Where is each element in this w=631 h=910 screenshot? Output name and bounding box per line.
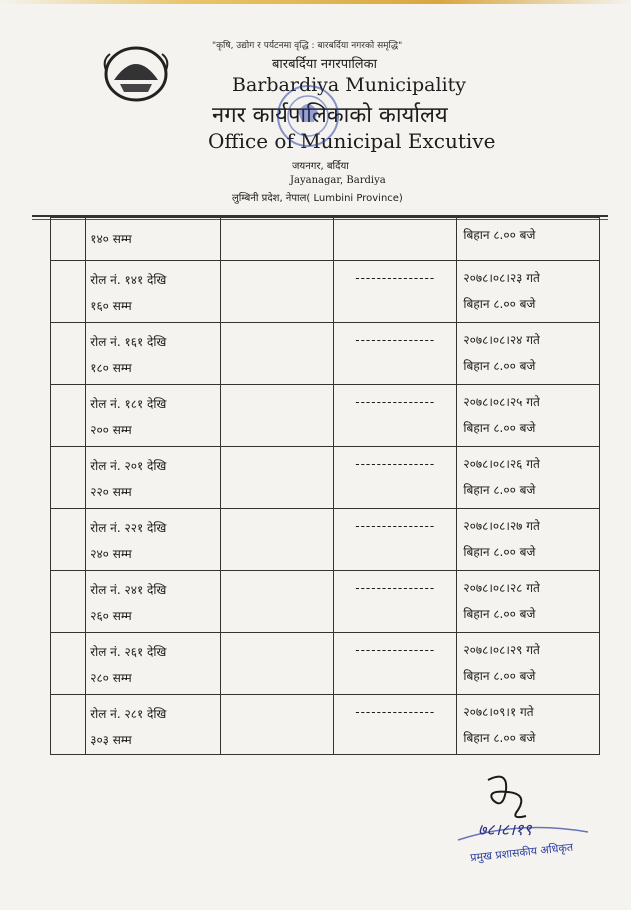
roll-range-line2: २४० सम्म [90,547,132,561]
table-row [51,385,600,447]
roll-range-line1: रोल नं. २०१ देखि [90,459,167,473]
motto-text: "कृषि, उद्योग र पर्यटनमा वृद्धि : बारबर्दिया नगरको समृद्धि" [212,41,403,51]
roll-range-line1: रोल नं. १४१ देखि [90,273,167,287]
letterhead [0,0,631,215]
dash-placeholder: --------------- [355,457,436,471]
schedule-table-wrap [50,217,600,754]
office-stamp-icon [268,76,348,156]
municipality-name-np: बारबर्दिया नगरपालिका [272,57,377,72]
roll-range-line1: रोल नं. २६१ देखि [90,645,167,659]
dash-placeholder: --------------- [355,581,436,595]
exam-time: बिहान ८.०० बजे [463,228,536,242]
table-row [51,509,600,571]
address-np: जयनगर, बर्दिया [292,161,349,172]
schedule-table [50,217,600,755]
exam-date: २०७८।०८।२३ गते [463,271,540,285]
dash-placeholder: --------------- [355,643,436,657]
roll-range-line1: रोल नं. २८१ देखि [90,707,167,721]
address-en: Jayanagar, Bardiya [290,175,386,186]
exam-date: २०७८।०९।१ गते [463,705,534,719]
roll-range-line2: १६० सम्म [90,299,132,313]
exam-date: २०७८।०८।२९ गते [463,643,540,657]
office-name-en: Office of Municipal Excutive [208,129,496,153]
roll-range-line2: २६० सम्म [90,609,132,623]
exam-time: बिहान ८.०० बजे [463,545,536,559]
exam-date: २०७८।०८।२४ गते [463,333,540,347]
exam-time: बिहान ८.०० बजे [463,669,536,683]
dash-placeholder: --------------- [355,271,436,285]
officer-title: प्रमुख प्रशासकीय अधिकृत [469,840,574,865]
table-row [51,261,600,323]
exam-time: बिहान ८.०० बजे [463,731,536,745]
municipality-name-en: Barbardiya Municipality [232,74,467,96]
roll-range-line2: २२० सम्म [90,485,132,499]
dash-placeholder: --------------- [355,705,436,719]
exam-time: बिहान ८.०० बजे [463,359,536,373]
roll-range-line2: २८० सम्म [90,671,132,685]
exam-time: बिहान ८.०० बजे [463,483,536,497]
signature-date: ७८।८।१९ [478,820,532,839]
table-row [51,323,600,385]
dash-placeholder: --------------- [355,395,436,409]
exam-date: २०७८।०८।२८ गते [463,581,540,595]
province-text: लुम्बिनी प्रदेश, नेपाल( Lumbini Province) [232,193,403,204]
table-row [51,633,600,695]
roll-range-line1: १४० सम्म [90,232,132,246]
roll-range-line1: रोल नं. १८१ देखि [90,397,167,411]
roll-range-line2: ३०३ सम्म [90,733,132,747]
exam-time: बिहान ८.०० बजे [463,607,536,621]
exam-date: २०७८।०८।२७ गते [463,519,540,533]
municipality-logo-icon [100,40,172,104]
roll-range-line1: रोल नं. २२१ देखि [90,521,167,535]
roll-range-line2: १८० सम्म [90,361,132,375]
table-row [51,218,600,261]
exam-date: २०७८।०८।२६ गते [463,457,540,471]
exam-date: २०७८।०८।२५ गते [463,395,540,409]
dash-placeholder: --------------- [355,333,436,347]
roll-range-line2: २०० सम्म [90,423,132,437]
roll-range-line1: रोल नं. १६१ देखि [90,335,167,349]
table-row [51,571,600,633]
table-row [51,447,600,509]
office-name-np: नगर कार्यपालिकाको कार्यालय [212,103,448,128]
exam-time: बिहान ८.०० बजे [463,297,536,311]
dash-placeholder: --------------- [355,519,436,533]
exam-time: बिहान ८.०० बजे [463,421,536,435]
table-row [51,695,600,755]
roll-range-line1: रोल नं. २४१ देखि [90,583,167,597]
